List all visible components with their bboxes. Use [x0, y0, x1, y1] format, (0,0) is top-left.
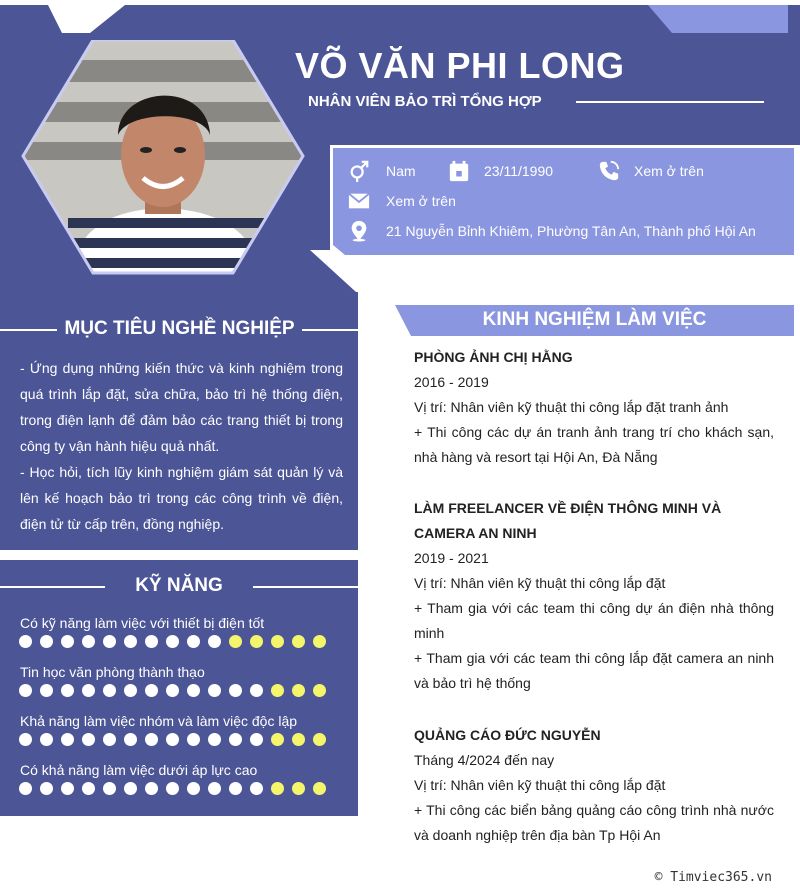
skill-dot — [40, 684, 53, 697]
skill-dot — [250, 635, 263, 648]
skill-dot — [166, 635, 179, 648]
job-period: Tháng 4/2024 đến nay — [414, 752, 555, 768]
skill-name: Khả năng làm việc nhóm và làm việc độc lập — [20, 713, 298, 729]
calendar-icon — [448, 160, 470, 182]
skill-dot — [187, 635, 200, 648]
objective-line-right — [302, 329, 358, 331]
job-title: NHÂN VIÊN BẢO TRÌ TỔNG HỢP — [308, 93, 542, 110]
skills-line-left — [0, 586, 105, 588]
skill-dot — [271, 635, 284, 648]
phone-value[interactable]: Xem ở trên — [634, 163, 704, 179]
company-name: QUẢNG CÁO ĐỨC NGUYỄN — [414, 727, 601, 743]
skill-dot — [166, 684, 179, 697]
birthday-value: 23/11/1990 — [484, 163, 554, 179]
gender-value: Nam — [386, 163, 416, 179]
skill-rating — [19, 684, 326, 697]
job-period: 2019 - 2021 — [414, 550, 489, 566]
skill-dot — [19, 684, 32, 697]
skill-dot — [40, 635, 53, 648]
skill-dot — [187, 782, 200, 795]
skill-dot — [40, 782, 53, 795]
skill-dot — [250, 733, 263, 746]
address-value: 21 Nguyễn Bỉnh Khiêm, Phường Tân An, Thành phố Hội An — [386, 223, 756, 239]
skill-dot — [292, 733, 305, 746]
skill-dot — [208, 733, 221, 746]
skill-dot — [82, 684, 95, 697]
footer-watermark[interactable]: © Timviec365.vn — [654, 870, 772, 885]
skill-dot — [61, 782, 74, 795]
skill-dot — [82, 635, 95, 648]
job-detail: + Tham gia với các team thi công dự án điện nhà thông minh — [414, 600, 774, 641]
location-icon — [348, 220, 370, 242]
skill-dot — [313, 684, 326, 697]
experience-item — [414, 496, 774, 696]
candidate-name: VÕ VĂN PHI LONG — [295, 45, 625, 86]
skill-dot — [271, 684, 284, 697]
experience-item — [414, 345, 774, 470]
skill-dot — [313, 733, 326, 746]
skill-dot — [208, 684, 221, 697]
skill-dot — [292, 782, 305, 795]
skill-dot — [229, 635, 242, 648]
skill-dot — [19, 733, 32, 746]
objective-text — [20, 355, 343, 537]
skill-dot — [103, 684, 116, 697]
skill-dot — [103, 782, 116, 795]
skill-name: Có khả năng làm việc dưới áp lực cao — [20, 762, 258, 778]
phone-icon — [598, 160, 620, 182]
objective-title: MỤC TIÊU NGHỀ NGHIỆP — [64, 318, 295, 339]
skill-dot — [19, 635, 32, 648]
skill-dot — [292, 684, 305, 697]
job-detail: Vị trí: Nhân viên kỹ thuật thi công lắp đặt — [414, 777, 666, 793]
skill-dot — [40, 733, 53, 746]
objective-paragraph: - Ứng dụng những kiến thức và kinh nghiệm trong quá trình lắp đặt, sửa chữa, bảo trì hệ thống điện, trong điện lạnh để đảm bảo các trang thiết bị trong công ty vận hành hiệu quả nhất. — [20, 360, 343, 454]
job-detail: + Thi công các dự án tranh ảnh trang trí cho khách sạn, nhà hàng và resort tại Hội An, Đà Nẵng — [414, 424, 774, 465]
skill-dot — [145, 782, 158, 795]
company-name: LÀM FREELANCER VỀ ĐIỆN THÔNG MINH VÀ CAMERA AN NINH — [414, 500, 722, 541]
skill-dot — [82, 733, 95, 746]
skill-dot — [19, 782, 32, 795]
skill-dot — [271, 733, 284, 746]
job-detail: Vị trí: Nhân viên kỹ thuật thi công lắp đặt tranh ảnh — [414, 399, 729, 415]
job-period: 2016 - 2019 — [414, 374, 489, 390]
skill-dot — [250, 782, 263, 795]
skill-dot — [145, 684, 158, 697]
skill-dot — [271, 782, 284, 795]
skill-dot — [292, 635, 305, 648]
profile-photo — [18, 40, 308, 276]
skill-dot — [124, 635, 137, 648]
skill-dot — [61, 733, 74, 746]
skill-dot — [229, 782, 242, 795]
skill-dot — [145, 635, 158, 648]
skill-dot — [124, 684, 137, 697]
skill-rating — [19, 635, 326, 648]
experience-title: KINH NGHIỆM LÀM VIỆC — [482, 309, 707, 330]
job-detail: + Thi công các biển bảng quảng cáo công trình nhà nước và doanh nghiệp trên địa bàn Tp Hội An — [414, 802, 774, 843]
skill-dot — [187, 684, 200, 697]
gender-icon — [348, 160, 370, 182]
title-divider — [576, 101, 764, 103]
email-value[interactable]: Xem ở trên — [386, 193, 456, 209]
skill-dot — [208, 782, 221, 795]
skills-title: KỸ NĂNG — [135, 575, 223, 596]
email-icon — [348, 190, 370, 212]
skill-dot — [124, 733, 137, 746]
objective-line-left — [0, 329, 57, 331]
skill-name: Tin học văn phòng thành thạo — [20, 664, 205, 680]
skill-dot — [61, 635, 74, 648]
skill-dot — [187, 733, 200, 746]
skill-rating — [19, 733, 326, 746]
skill-dot — [208, 635, 221, 648]
skill-dot — [229, 733, 242, 746]
skill-dot — [313, 635, 326, 648]
skill-dot — [313, 782, 326, 795]
skill-rating — [19, 782, 326, 795]
skill-dot — [250, 684, 263, 697]
skills-line-right — [253, 586, 358, 588]
skill-dot — [145, 733, 158, 746]
company-name: PHÒNG ẢNH CHỊ HẰNG — [414, 349, 573, 365]
experience-item — [414, 723, 774, 848]
skill-dot — [124, 782, 137, 795]
skill-dot — [166, 782, 179, 795]
skill-dot — [103, 733, 116, 746]
skill-dot — [61, 684, 74, 697]
skill-dot — [103, 635, 116, 648]
job-detail: Vị trí: Nhân viên kỹ thuật thi công lắp đặt — [414, 575, 666, 591]
skill-dot — [166, 733, 179, 746]
skill-dot — [229, 684, 242, 697]
skill-name: Có kỹ năng làm việc với thiết bị điện tốt — [20, 615, 265, 631]
objective-paragraph: - Học hỏi, tích lũy kinh nghiệm giám sát quản lý và lên kế hoạch bảo trì trong các công trình về điện, điện tử từ cấp trên, đồng nghiệp. — [20, 464, 343, 532]
job-detail: + Tham gia với các team thi công lắp đặt camera an ninh và bảo trì hệ thống — [414, 650, 774, 691]
skill-dot — [82, 782, 95, 795]
